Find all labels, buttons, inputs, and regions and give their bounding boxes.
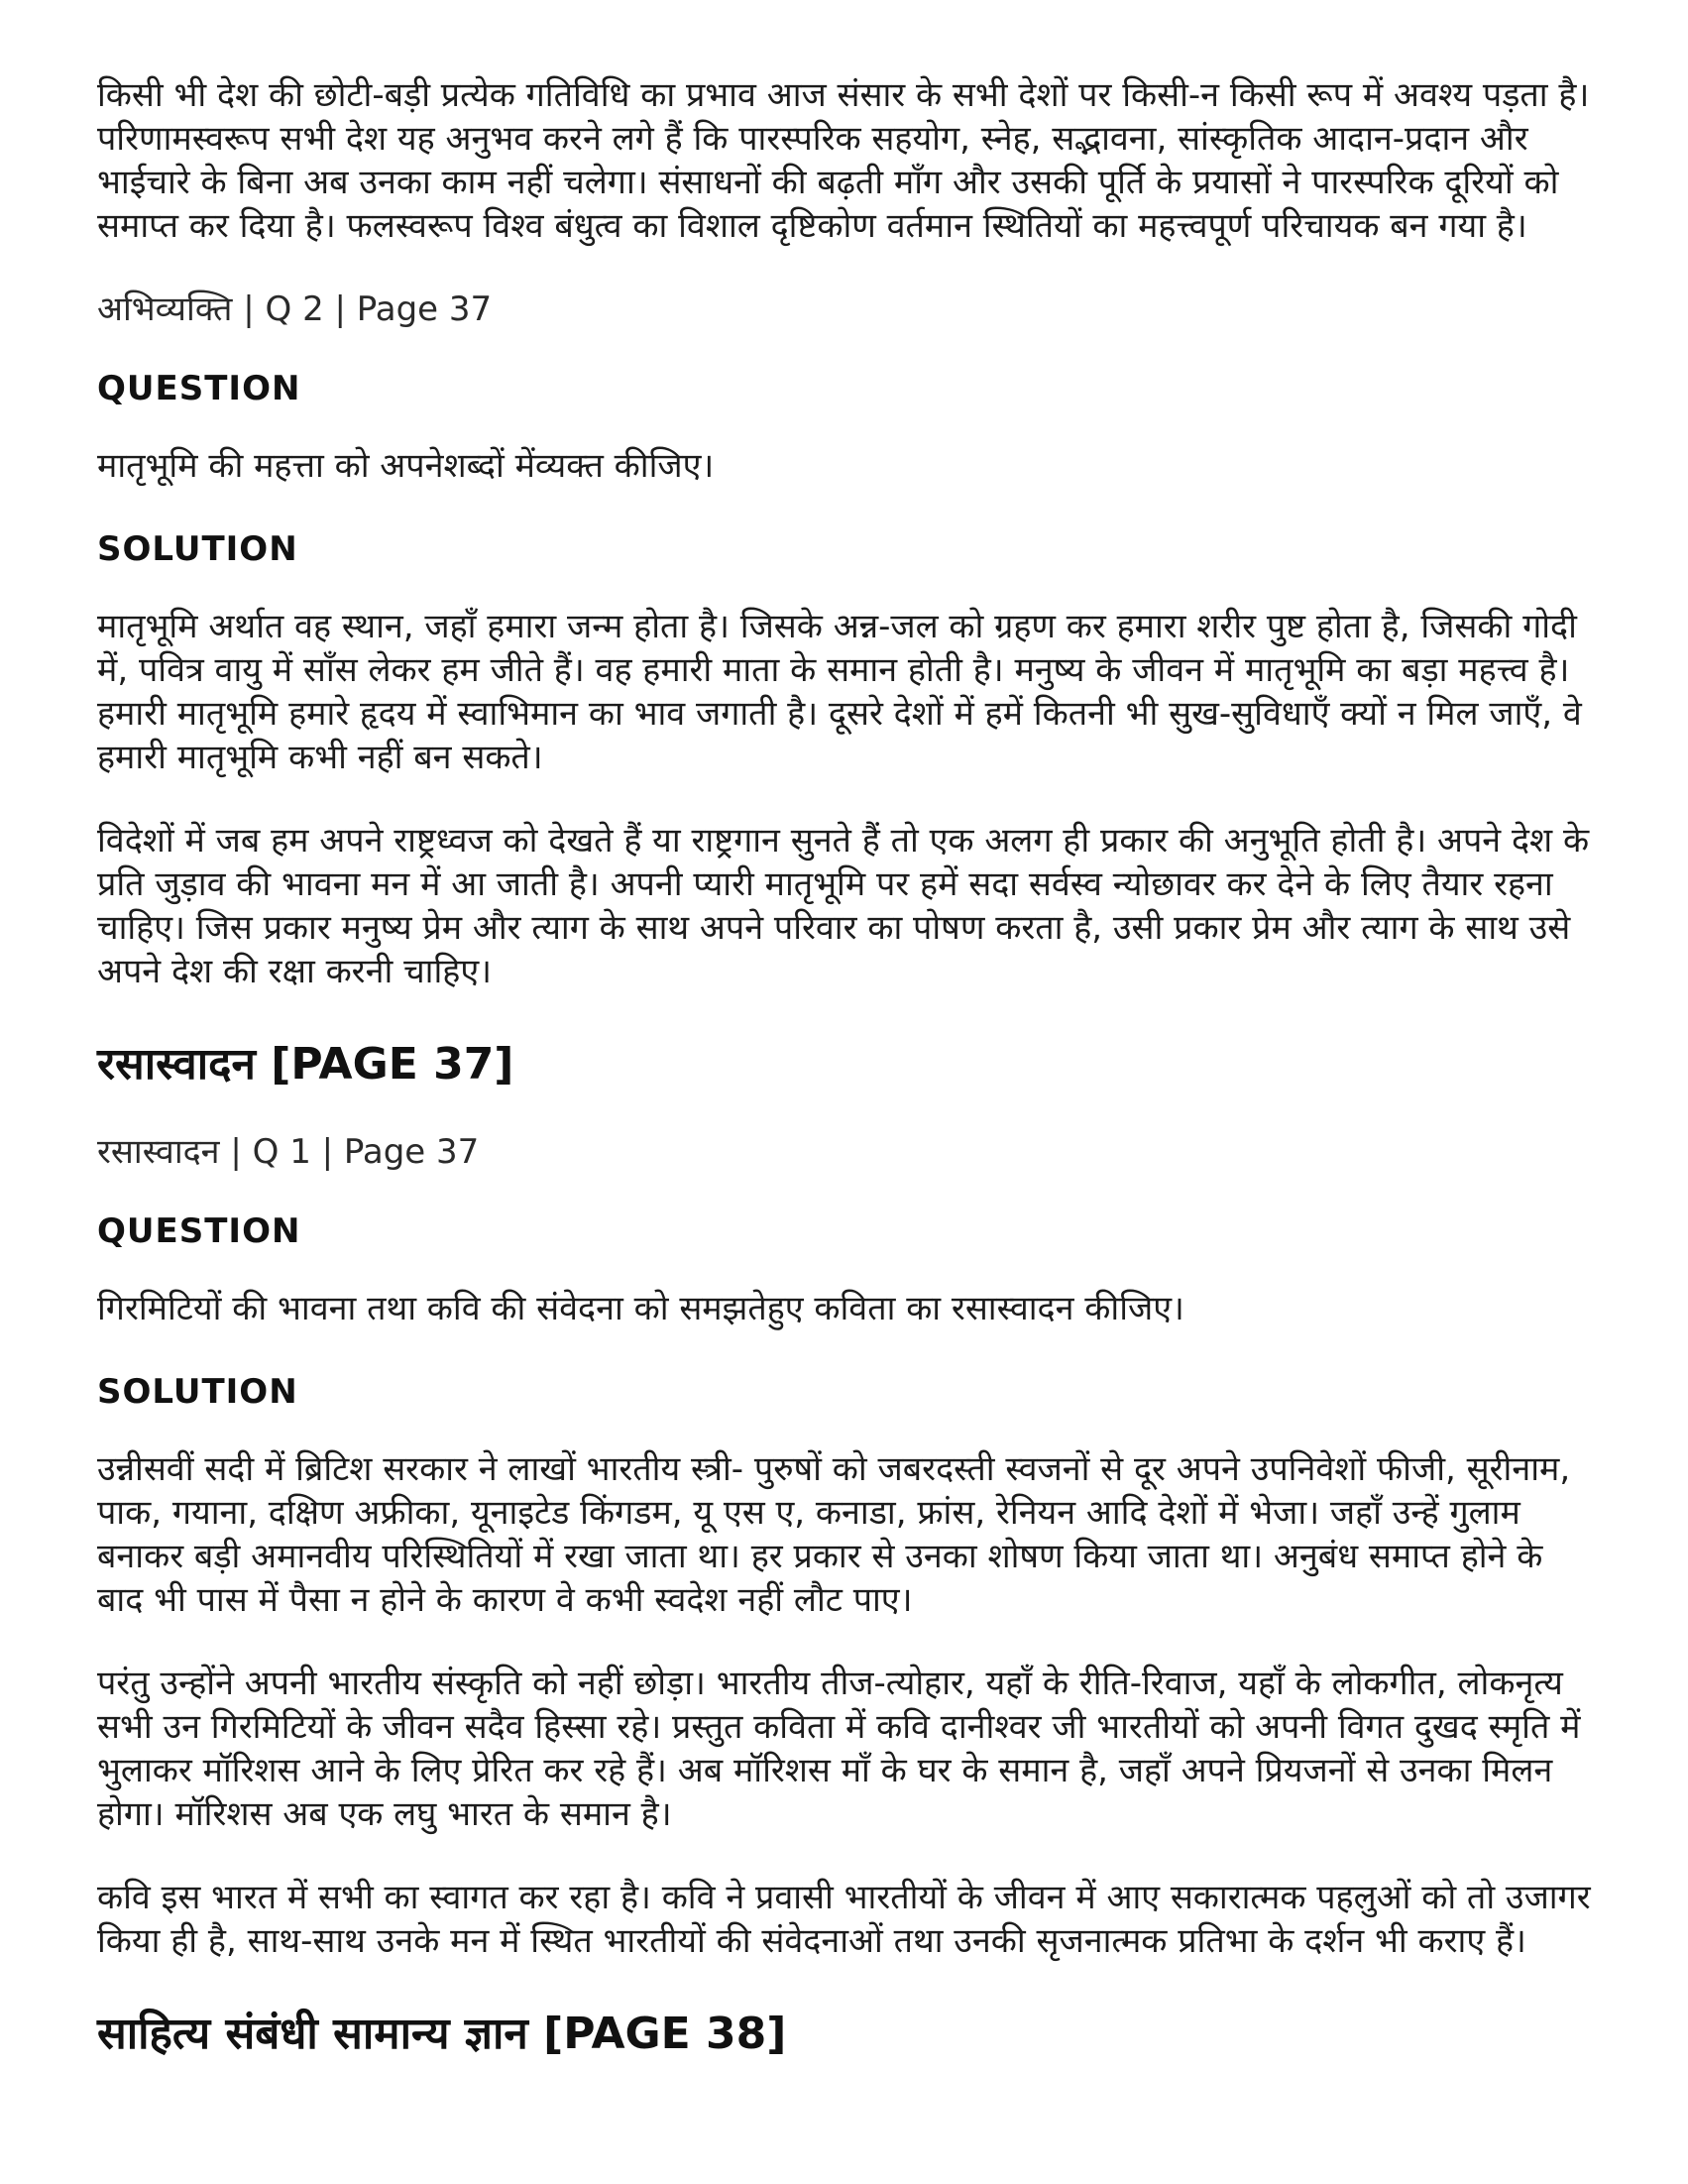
question-block-rasaswadan-q1 (97, 1130, 1591, 1963)
question-label: QUESTION (97, 1211, 301, 1251)
solution-paragraph: मातृभूमि अर्थात वह स्थान, जहाँ हमारा जन्म होता है। जिसके अन्न-जल को ग्रहण कर हमारा शरीर पुष्ट होता है, जिसकी गोदी में, पवित्र वायु में साँस लेकर हम जीते हैं। वह हमारी माता के समान होती है। मनुष्य के जीवन में मातृभूमि का बड़ा महत्त्व है। हमारी मातृभूमि हमारे हृदय में स्वाभिमान का भाव जगाती है। दूसरे देशों में हमें कितनी भी सुख-सुविधाएँ क्यों न मिल जाएँ, वे हमारी मातृभूमि कभी नहीं बन सकते। (97, 607, 1582, 777)
question-text: मातृभूमि की महत्ता को अपनेशब्दों मेंव्यक्त कीजिए। (97, 446, 715, 486)
question-block-abhivyakti-q2 (97, 287, 1591, 993)
intro-paragraph: किसी भी देश की छोटी-बड़ी प्रत्येक गतिविधि का प्रभाव आज संसार के सभी देशों पर किसी-न किसी रूप में अवश्य पड़ता है। परिणामस्वरूप सभी देश यह अनुभव करने लगे हैं कि पारस्परिक सहयोग, स्नेह, सद्भावना, सांस्कृतिक आदान-प्रदान और भाईचारे के बिना अब उनका काम नहीं चलेगा। संसाधनों की बढ़ती माँग और उसकी पूर्ति के प्रयासों ने पारस्परिक दूरियों को समाप्त कर दिया है। फलस्वरूप विश्व बंधुत्व का विशाल दृष्टिकोण वर्तमान स्थितियों का महत्त्वपूर्ण परिचायक बन गया है। (97, 75, 1590, 246)
question-reference: रसास्वादन | Q 1 | Page 37 (97, 1132, 480, 1172)
solution-paragraph: परंतु उन्होंने अपनी भारतीय संस्कृति को नहीं छोड़ा। भारतीय तीज-त्योहार, यहाँ के रीति-रिवाज, यहाँ के लोकगीत, लोकनृत्य सभी उन गिरमिटियों के जीवन सदैव हिस्सा रहे। प्रस्तुत कविता में कवि दानीश्वर जी भारतीयों को अपनी विगत दुखद स्मृति में भुलाकर मॉरिशस आने के लिए प्रेरित कर रहे हैं। अब मॉरिशस माँ के घर के समान है, जहाँ अपने प्रियजनों से उनका मिलन होगा। मॉरिशस अब एक लघु भारत के समान है। (97, 1664, 1581, 1834)
section-heading-rasaswadan: रसास्वादन [PAGE 37] (97, 1039, 514, 1090)
question-text: गिरमिटियों की भावना तथा कवि की संवेदना को समझतेहुए कविता का रसास्वादन कीजिए। (97, 1289, 1184, 1328)
solution-paragraph: उन्नीसवीं सदी में ब्रिटिश सरकार ने लाखों भारतीय स्त्री- पुरुषों को जबरदस्ती स्वजनों से दूर अपने उपनिवेशों फीजी, सूरीनाम, पाक, गयाना, दक्षिण अफ्रीका, यूनाइटेड किंगडम, यू एस ए, कनाडा, फ्रांस, रेनियन आदि देशों में भेजा। जहाँ उन्हें गुलाम बनाकर बड़ी अमानवीय परिस्थितियों में रखा जाता था। हर प्रकार से उनका शोषण किया जाता था। अनुबंध समाप्त होने के बाद भी पास में पैसा न होने के कारण वे कभी स्वदेश नहीं लौट पाए। (97, 1449, 1571, 1620)
question-reference: अभिव्यक्ति | Q 2 | Page 37 (97, 289, 493, 329)
solution-label: SOLUTION (97, 1372, 298, 1412)
question-label: QUESTION (97, 369, 301, 408)
solution-label: SOLUTION (97, 529, 298, 569)
solution-paragraph: कवि इस भारत में सभी का स्वागत कर रहा है। कवि ने प्रवासी भारतीयों के जीवन में आए सकारात्मक पहलुओं को तो उजागर किया ही है, साथ-साथ उनके मन में स्थित भारतीयों की संवेदनाओं तथा उनकी सृजनात्मक प्रतिभा के दर्शन भी कराए हैं। (97, 1878, 1591, 1961)
solution-paragraph: विदेशों में जब हम अपने राष्ट्रध्वज को देखते हैं या राष्ट्रगान सुनते हैं तो एक अलग ही प्रकार की अनुभूति होती है। अपने देश के प्रति जुड़ाव की भावना मन में आ जाती है। अपनी प्यारी मातृभूमि पर हमें सदा सर्वस्व न्योछावर कर देने के लिए तैयार रहना चाहिए। जिस प्रकार मनुष्य प्रेम और त्याग के साथ अपने परिवार का पोषण करता है, उसी प्रकार प्रेम और त्याग के साथ उसे अपने देश की रक्षा करनी चाहिए। (97, 821, 1590, 991)
section-heading-sahitya-gyan: साहित्य संबंधी सामान्य ज्ञान [PAGE 38] (97, 2009, 787, 2059)
